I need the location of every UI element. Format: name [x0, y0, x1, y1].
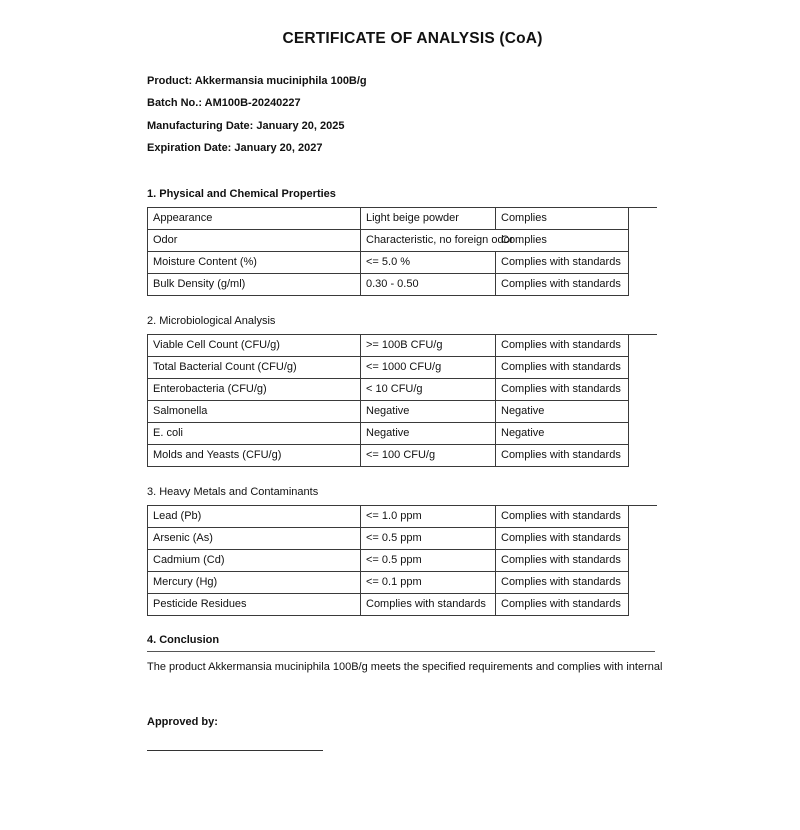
- table-row: [148, 423, 629, 445]
- table-cell: <= 1.0 ppm: [361, 506, 496, 528]
- table-row: [148, 594, 629, 616]
- table-cell: Moisture Content (%): [148, 252, 361, 274]
- table-cell: Arsenic (As): [148, 528, 361, 550]
- section-3-table: [147, 505, 628, 616]
- table-row: [148, 252, 629, 274]
- section-1-table: [147, 207, 628, 296]
- section-1-heading: 1. Physical and Chemical Properties: [147, 187, 336, 200]
- table-cell: <= 0.5 ppm: [361, 550, 496, 572]
- table-cell: < 10 CFU/g: [361, 379, 496, 401]
- table-cell: E. coli: [148, 423, 361, 445]
- table-cell: Complies with standards: [496, 528, 629, 550]
- conclusion-text: The product Akkermansia muciniphila 100B/g meets the specified requirements and complies with internal: [147, 660, 663, 673]
- table-cell: Complies with standards: [496, 594, 629, 616]
- table-cell: Complies with standards: [496, 506, 629, 528]
- table-row: [148, 230, 629, 252]
- table-cell: Complies with standards: [496, 274, 629, 296]
- table-cell: Enterobacteria (CFU/g): [148, 379, 361, 401]
- table-cell: Total Bacterial Count (CFU/g): [148, 357, 361, 379]
- table-cell: Complies with standards: [496, 445, 629, 467]
- table-row: [148, 506, 629, 528]
- microbiological-table: [147, 334, 629, 467]
- table-cell: <= 100 CFU/g: [361, 445, 496, 467]
- table-cell: Complies with standards: [496, 357, 629, 379]
- coa-document: [147, 30, 678, 751]
- table-row: [148, 401, 629, 423]
- table-row: [148, 572, 629, 594]
- table-cell: Complies with standards: [496, 252, 629, 274]
- section-2-table: [147, 334, 628, 467]
- table-cell: Odor: [148, 230, 361, 252]
- section-2-heading: 2. Microbiological Analysis: [147, 314, 276, 327]
- table-cell: Negative: [361, 423, 496, 445]
- table-row: [148, 528, 629, 550]
- table-cell: Light beige powder: [361, 208, 496, 230]
- table-cell: <= 1000 CFU/g: [361, 357, 496, 379]
- table-cell: Negative: [361, 401, 496, 423]
- table-cell: Pesticide Residues: [148, 594, 361, 616]
- table-cell: >= 100B CFU/g: [361, 335, 496, 357]
- table-row: [148, 445, 629, 467]
- manufacturing-date-line: Manufacturing Date: January 20, 2025: [147, 119, 345, 132]
- table-cell: Complies with standards: [496, 572, 629, 594]
- expiration-date-line: Expiration Date: January 20, 2027: [147, 142, 323, 155]
- table-cell: Complies with standards: [496, 550, 629, 572]
- table-cell: Negative: [496, 401, 629, 423]
- approved-by-label: Approved by:: [147, 715, 218, 728]
- batch-number-line: Batch No.: AM100B-20240227: [147, 97, 301, 110]
- table-row: [148, 550, 629, 572]
- table-cell: Complies with standards: [496, 379, 629, 401]
- table-cell: Bulk Density (g/ml): [148, 274, 361, 296]
- table-row: [148, 379, 629, 401]
- table-row: [148, 274, 629, 296]
- heavy-metals-table: [147, 505, 629, 616]
- table-cell: Characteristic, no foreign odor: [361, 230, 496, 252]
- table-row: [148, 357, 629, 379]
- section-3-heading: 3. Heavy Metals and Contaminants: [147, 485, 319, 498]
- conclusion-heading: 4. Conclusion: [147, 633, 220, 646]
- table-cell: Mercury (Hg): [148, 572, 361, 594]
- table-row: [148, 208, 629, 230]
- table-cell: Cadmium (Cd): [148, 550, 361, 572]
- table-cell: Complies with standards: [361, 594, 496, 616]
- table-cell: <= 5.0 %: [361, 252, 496, 274]
- table-cell: <= 0.1 ppm: [361, 572, 496, 594]
- signature-line: [147, 750, 323, 751]
- document-header: [147, 70, 678, 160]
- table-cell: <= 0.5 ppm: [361, 528, 496, 550]
- conclusion-divider: [147, 651, 655, 652]
- table-cell: Negative: [496, 423, 629, 445]
- product-line: Product: Akkermansia muciniphila 100B/g: [147, 75, 367, 87]
- table-cell: Molds and Yeasts (CFU/g): [148, 445, 361, 467]
- table-cell: Complies with standards: [496, 335, 629, 357]
- table-cell: 0.30 - 0.50: [361, 274, 496, 296]
- table-cell: Lead (Pb): [148, 506, 361, 528]
- physical-chemical-table: [147, 207, 629, 296]
- table-cell: Complies: [496, 208, 629, 230]
- table-cell: Appearance: [148, 208, 361, 230]
- table-cell: Viable Cell Count (CFU/g): [148, 335, 361, 357]
- document-title: CERTIFICATE OF ANALYSIS (CoA): [282, 30, 543, 47]
- table-cell: Salmonella: [148, 401, 361, 423]
- table-cell: Complies: [496, 230, 629, 252]
- table-row: [148, 335, 629, 357]
